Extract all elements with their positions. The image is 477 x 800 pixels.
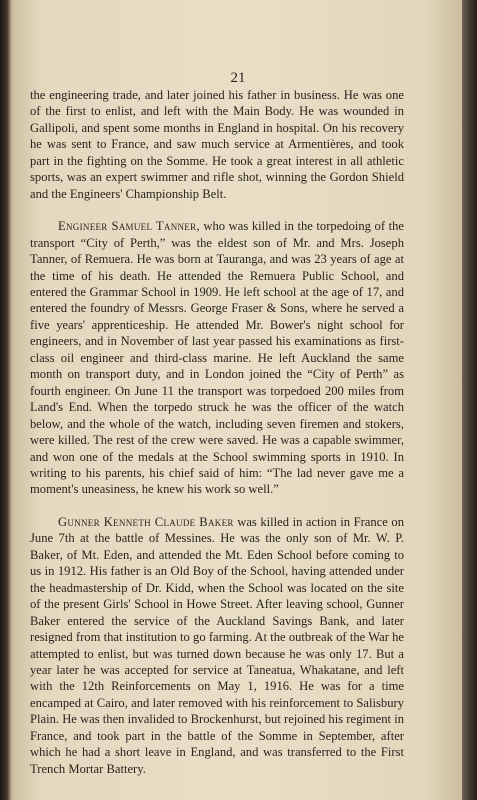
- paragraph-body: who was killed in the torpedoing of the transport “City of Perth,” was the eldest son of Mr. and Mrs. Joseph Tanner, of Remuera. He was born at Tauranga, and was 23 years of age at the time of his death. He attended the Remuera Public School, and entered the Grammar School in 1909. He left school at the age of 17, and entered the foundry of Messrs. George Fraser & Sons, where he served a five years' apprenticeship. He attended Mr. Bower's night school for engineers, and in November of last year passed his examinations as first-class oil engineer and third-class marine. He left Auckland the same month on transport duty, and in London joined the “City of Perth” as fourth engineer. On June 11 the transport was torpedoed 200 miles from Land's End. When the torpedo struck he was the officer of the watch below, and the whole of the watch, including seven firemen and stokers, were killed. The rest of the crew were saved. He was a capable swimmer, and won one of the medals at the School swimming sports in 1910. In writing to his parents, his chief said of him: “The lad never gave me a moment's uneasiness, he knew his work so well.”: [30, 219, 404, 497]
- paragraph-body: the engineering trade, and later joined his father in business. He was one of the first to enlist, and left with the Main Body. He was wounded in Gallipoli, and spent some months in England in hospital. On his recovery he was sent to France, and saw much service at Armentières, and took part in the fighting on the Somme. He took a great interest in all athletic sports, was an expert swimmer and rifle shot, winning the Gordon Shield and the Engineers' Championship Belt.: [30, 88, 404, 201]
- book-page: [14, 0, 462, 800]
- page-number: 21: [230, 70, 246, 86]
- paragraph-lead-name: Engineer Samuel Tanner,: [58, 219, 200, 234]
- paragraph-lead-name: Gunner Kenneth Claude Baker: [58, 514, 234, 529]
- paragraph-kenneth-baker: [30, 514, 404, 777]
- paragraph-continued: [30, 87, 404, 202]
- paragraph-samuel-tanner: [30, 218, 404, 498]
- page-body-text: [30, 87, 404, 793]
- paragraph-body: was killed in action in France on June 7th at the battle of Messines. He was the only son of Mr. W. P. Baker, of Mt. Eden, and attended the Mt. Eden School before coming to us in 1912. His father is an Old Boy of the School, having attended under the headmastership of Dr. Kidd, when the School was located on the site of the present Girls' School in Howe Street. After leaving school, Gunner Baker entered the service of the Auckland Savings Bank, and later resigned from that institution to go farming. At the outbreak of the War he attempted to enlist, but was turned down because he was only 17. But a year later he was accepted for service at Taneatua, Whakatane, and left with the 12th Reinforcements on May 1, 1916. He was for a time encamped at Cairo, and later removed with his reinforcement to Salisbury Plain. He was then invalided to Brockenhurst, but rejoined his regiment in France, and took part in the battle of the Somme in September, after which he had a short leave in England, and was transferred to the First Trench Mortar Battery.: [30, 514, 404, 776]
- book-cover-edge: [462, 0, 477, 800]
